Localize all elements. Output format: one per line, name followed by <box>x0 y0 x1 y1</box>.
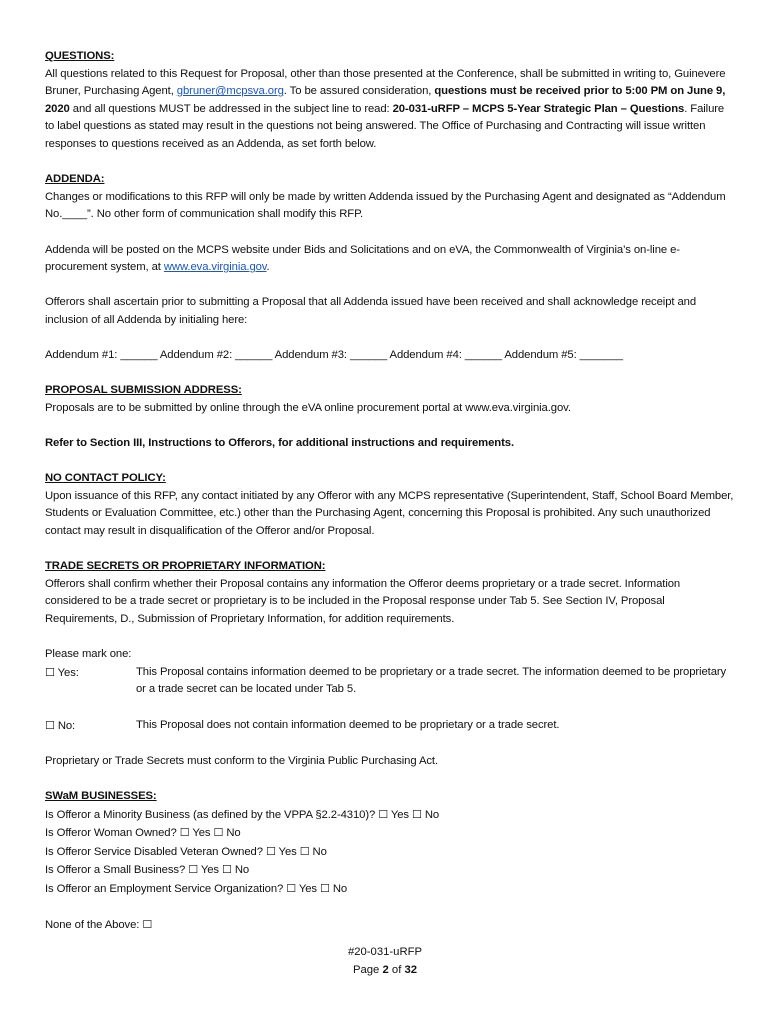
addenda-paragraph-3: Offerors shall ascertain prior to submitting a Proposal that all Addenda issued have been received and shall acknowledge receipt and inclusion of all Addenda by initialing here: <box>45 296 697 326</box>
minority-yes-label: Yes <box>390 808 409 821</box>
trade-secret-no-text: This Proposal does not contain information deemed to be proprietary or a trade secret. <box>136 718 560 731</box>
swam-question-minority <box>45 806 735 825</box>
veteran-yes-label: Yes <box>278 845 297 858</box>
veteran-no-checkbox[interactable]: ☐ <box>299 844 310 858</box>
woman-yes-checkbox[interactable]: ☐ <box>179 826 190 840</box>
trade-secret-no-checkbox[interactable]: ☐ <box>45 718 55 732</box>
footer-current-page: 2 <box>382 963 389 976</box>
page-footer <box>0 944 770 979</box>
purchasing-agent-email-link[interactable]: gbruner@mcpsva.org <box>176 85 284 98</box>
trade-secret-no-option <box>45 717 735 736</box>
swam-question-small-business-text: Is Offeror a Small Business? <box>45 864 186 877</box>
addenda-paragraph-1: Changes or modifications to this RFP will only be made by written Addenda issued by the Purchasing Agent and designated as “Addendum No.____”. No other form of communication shall modify this RFP. <box>45 190 726 221</box>
trade-secrets-paragraph: Offerors shall confirm whether their Proposal contains any information the Offeror deems proprietary or a trade secret. Information considered to be a trade secret or proprietary is to be included in the Proposal response under Tab 5. See Section IV, Proposal Requirements, D., Submission of Proprietary Information, for addition requirements. <box>45 577 681 625</box>
footer-page-word: Page <box>352 963 380 976</box>
eso-yes-checkbox[interactable]: ☐ <box>286 881 296 895</box>
swam-question-woman-text: Is Offeror Woman Owned? <box>45 827 177 840</box>
trade-secret-yes-label-group <box>45 664 136 699</box>
veteran-yes-checkbox[interactable]: ☐ <box>265 844 276 858</box>
swam-question-minority-text: Is Offeror a Minority Business (as defined by the VPPA §2.2-4310)? <box>45 808 376 821</box>
footer-total-pages: 32 <box>404 963 418 976</box>
swam-question-woman <box>45 824 735 843</box>
woman-no-checkbox[interactable]: ☐ <box>213 826 224 840</box>
minority-no-label: No <box>424 808 440 821</box>
trade-secret-yes-text: This Proposal contains information deemed to be proprietary or a trade secret. The information deemed to be proprietary or a trade secret can be located under Tab 5. <box>136 665 727 696</box>
addenda-paragraph-2 <box>45 242 735 277</box>
small-business-yes-checkbox[interactable]: ☐ <box>188 863 198 877</box>
questions-text-2: . To be assured consideration, <box>283 85 435 98</box>
submission-paragraph: Proposals are to be submitted by online through the eVA online procurement portal at www.eva.virginia.gov. <box>45 401 571 414</box>
questions-paragraph <box>45 66 735 154</box>
small-business-no-checkbox[interactable]: ☐ <box>222 863 232 877</box>
trade-secret-yes-label: Yes: <box>57 666 79 679</box>
swam-question-eso <box>45 880 735 899</box>
swam-question-small-business <box>45 861 735 880</box>
woman-yes-label: Yes <box>192 827 211 840</box>
trade-secret-no-label-group <box>45 717 136 736</box>
swam-question-veteran <box>45 843 735 862</box>
questions-text-1: All questions related to this Request for Proposal, other than those presented at the Conference, shall be submitted in writing to, Guinevere Bruner, Purchasing Agent, <box>45 67 726 98</box>
trade-secret-yes-checkbox[interactable]: ☐ <box>45 665 55 679</box>
submission-heading: PROPOSAL SUBMISSION ADDRESS: <box>45 384 242 397</box>
minority-no-checkbox[interactable]: ☐ <box>412 807 422 821</box>
eso-no-label: No <box>332 882 348 895</box>
document-page <box>45 48 735 935</box>
questions-subject-line: 20-031-uRFP – MCPS 5-Year Strategic Plan – Questions <box>392 102 685 115</box>
none-of-the-above-checkbox[interactable]: ☐ <box>142 918 153 932</box>
none-of-the-above <box>45 916 735 935</box>
trade-secrets-heading: TRADE SECRETS OR PROPRIETARY INFORMATION: <box>45 560 326 573</box>
questions-heading: QUESTIONS: <box>45 50 115 62</box>
refer-instructions-note: Refer to Section III, Instructions to Offerors, for additional instructions and requirements. <box>45 437 514 450</box>
eso-no-checkbox[interactable]: ☐ <box>320 881 330 895</box>
footer-document-id: #20-031-uRFP <box>347 946 423 958</box>
woman-no-label: No <box>226 827 241 840</box>
please-mark-one-label: Please mark one: <box>45 648 132 661</box>
trade-secret-no-label: No: <box>57 719 76 732</box>
small-business-yes-label: Yes <box>200 864 219 877</box>
none-of-the-above-label: None of the Above: <box>45 919 140 932</box>
swam-question-veteran-text: Is Offeror Service Disabled Veteran Owned? <box>45 845 263 858</box>
addenda-initial-lines: Addendum #1: ______ Addendum #2: ______ Addendum #3: ______ Addendum #4: ______ Addendum #5: _______ <box>45 349 623 362</box>
questions-deadline: questions must be received prior to 5:00 PM on June 9, 2020 <box>45 85 726 115</box>
small-business-no-label: No <box>234 864 250 877</box>
trade-secret-yes-option <box>45 664 735 699</box>
addenda-text-2b: . <box>266 261 270 274</box>
footer-page-number <box>0 962 770 980</box>
questions-text-4: . Failure to label questions as stated may result in the questions not being answered. The Office of Purchasing and Contracting will issue written responses to questions received as an Addenda, as set forth below. <box>45 102 725 150</box>
no-contact-heading: NO CONTACT POLICY: <box>45 472 166 485</box>
questions-text-3: and all questions MUST be addressed in the subject line to read: <box>69 102 393 115</box>
swam-heading: SWaM BUSINESSES: <box>45 789 157 802</box>
no-contact-paragraph: Upon issuance of this RFP, any contact initiated by any Offeror with any MCPS representative (Superintendent, Staff, School Board Member, Students or Evaluation Committee, etc.) other than the Purchasing Agent, concerning this Proposal is prohibited. Any such unauthorized contact may result in disqualification of the Offeror and/or Proposal. <box>45 489 734 538</box>
eso-yes-label: Yes <box>298 882 317 895</box>
trade-secrets-conform-note: Proprietary or Trade Secrets must conform to the Virginia Public Purchasing Act. <box>45 754 439 767</box>
addenda-heading: ADDENDA: <box>45 173 105 186</box>
veteran-no-label: No <box>312 845 327 858</box>
footer-of-word: of <box>391 963 402 976</box>
swam-question-eso-text: Is Offeror an Employment Service Organization? <box>45 882 284 895</box>
addenda-text-2a: Addenda will be posted on the MCPS website under Bids and Solicitations and on eVA, the Commonwealth of Virginia’s on-line e-procurement system, at <box>45 243 680 274</box>
minority-yes-checkbox[interactable]: ☐ <box>378 807 388 821</box>
eva-website-link[interactable]: www.eva.virginia.gov <box>163 261 267 274</box>
